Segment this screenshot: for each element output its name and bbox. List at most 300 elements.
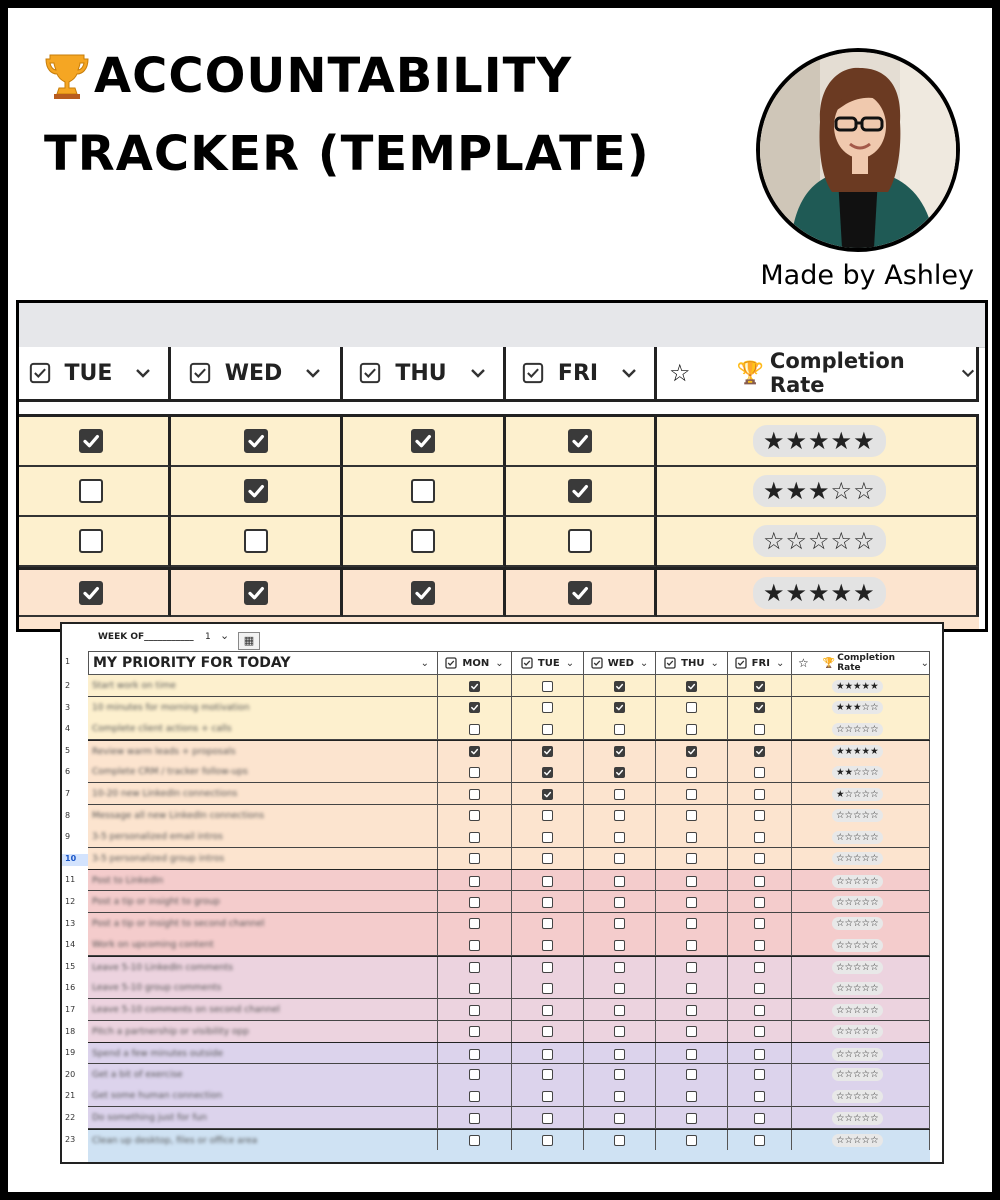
checkbox-cell xyxy=(438,805,512,827)
checkbox-cell xyxy=(512,1107,584,1129)
checkbox-cell xyxy=(438,741,512,763)
task-checkbox[interactable] xyxy=(469,876,480,887)
task-checkbox[interactable] xyxy=(542,681,553,692)
task-checkbox[interactable] xyxy=(542,1135,553,1146)
task-checkbox[interactable] xyxy=(542,1091,553,1102)
task-label: Message all new LinkedIn connections xyxy=(92,810,265,821)
task-checkbox[interactable] xyxy=(686,983,697,994)
column-header-thu[interactable] xyxy=(656,651,728,675)
checkbox-cell xyxy=(512,1043,584,1065)
checkbox-cell xyxy=(728,934,792,956)
checkbox-cell xyxy=(171,517,343,567)
task-checkbox[interactable] xyxy=(754,897,765,908)
chevron-down-icon[interactable]: ⌄ xyxy=(420,657,429,669)
checkbox-cell xyxy=(656,718,728,740)
task-label: Work on upcoming content xyxy=(92,940,214,951)
chevron-down-icon[interactable]: ⌄ xyxy=(495,657,504,669)
task-checkbox[interactable] xyxy=(686,1005,697,1016)
task-checkbox[interactable] xyxy=(686,724,697,735)
completion-rate-cell xyxy=(792,697,930,719)
column-header-fri[interactable] xyxy=(506,347,657,402)
task-checkbox[interactable] xyxy=(614,897,625,908)
task-checkbox[interactable] xyxy=(614,1113,625,1124)
checkbox-column-icon xyxy=(664,657,676,669)
checkbox-cell xyxy=(656,805,728,827)
task-checkbox[interactable] xyxy=(469,789,480,800)
task-cell[interactable] xyxy=(88,1130,438,1152)
task-checkbox[interactable] xyxy=(469,832,480,843)
completion-rate-cell xyxy=(792,848,930,870)
task-checkbox[interactable] xyxy=(542,832,553,843)
checkbox-cell xyxy=(16,567,171,617)
checkbox-cell xyxy=(343,517,506,567)
task-checkbox[interactable] xyxy=(614,1026,625,1037)
task-cell[interactable] xyxy=(88,1107,438,1129)
checkbox-cell xyxy=(171,467,343,517)
star-rating: ★☆☆☆☆ xyxy=(832,788,883,801)
row-number: 7 xyxy=(65,789,71,798)
task-checkbox[interactable] xyxy=(469,1091,480,1102)
row-number: 3 xyxy=(65,702,71,712)
task-checkbox[interactable] xyxy=(469,1069,480,1080)
task-checkbox[interactable] xyxy=(686,1091,697,1102)
checkbox-cell xyxy=(438,675,512,697)
task-checkbox[interactable] xyxy=(754,853,765,864)
task-checkbox[interactable] xyxy=(469,681,480,692)
task-cell[interactable] xyxy=(88,913,438,935)
column-header-wed[interactable] xyxy=(584,651,656,675)
completion-rate-cell xyxy=(792,1107,930,1129)
task-checkbox[interactable] xyxy=(614,832,625,843)
row-number: 1 xyxy=(65,657,71,666)
column-header-wed[interactable] xyxy=(171,347,343,402)
task-checkbox[interactable] xyxy=(686,810,697,821)
task-checkbox[interactable] xyxy=(614,962,625,973)
task-checkbox[interactable] xyxy=(754,810,765,821)
checkbox-cell xyxy=(438,761,512,783)
star-rating: ★★★★★ xyxy=(832,680,883,693)
table-row xyxy=(88,913,930,935)
task-checkbox[interactable] xyxy=(754,789,765,800)
task-checkbox[interactable] xyxy=(686,1113,697,1124)
task-checkbox[interactable] xyxy=(411,429,435,453)
task-checkbox[interactable] xyxy=(542,876,553,887)
checkbox-cell xyxy=(656,891,728,913)
task-checkbox[interactable] xyxy=(686,789,697,800)
task-checkbox[interactable] xyxy=(686,962,697,973)
task-cell[interactable] xyxy=(88,1064,438,1086)
task-checkbox[interactable] xyxy=(754,681,765,692)
checkbox-cell xyxy=(656,1085,728,1107)
checkbox-cell xyxy=(584,870,656,892)
task-checkbox[interactable] xyxy=(754,983,765,994)
task-checkbox[interactable] xyxy=(469,853,480,864)
task-checkbox[interactable] xyxy=(614,681,625,692)
task-label: Get some human connection xyxy=(92,1091,223,1102)
checkbox-cell xyxy=(584,1085,656,1107)
priority-column-header[interactable] xyxy=(88,651,438,675)
column-header-tue[interactable] xyxy=(512,651,584,675)
checkbox-cell xyxy=(506,467,657,517)
task-cell[interactable] xyxy=(88,783,438,805)
task-checkbox[interactable] xyxy=(469,918,480,929)
task-checkbox[interactable] xyxy=(542,789,553,800)
task-cell[interactable] xyxy=(88,870,438,892)
task-checkbox[interactable] xyxy=(469,702,480,713)
task-checkbox[interactable] xyxy=(686,876,697,887)
task-checkbox[interactable] xyxy=(754,876,765,887)
checkbox-cell xyxy=(656,957,728,979)
checkbox-cell xyxy=(584,761,656,783)
chevron-down-icon[interactable]: ⌄ xyxy=(565,657,575,669)
checkbox-cell xyxy=(656,826,728,848)
task-checkbox[interactable] xyxy=(79,529,103,553)
week-number[interactable]: 1 xyxy=(205,632,211,642)
task-cell[interactable] xyxy=(88,1043,438,1065)
task-checkbox[interactable] xyxy=(614,746,625,757)
task-checkbox[interactable] xyxy=(686,702,697,713)
task-checkbox[interactable] xyxy=(411,479,435,503)
checkbox-cell xyxy=(728,761,792,783)
completion-rate-cell xyxy=(792,934,930,956)
checkbox-cell xyxy=(438,999,512,1021)
checkbox-cell xyxy=(343,417,506,467)
column-header-completion-rate[interactable] xyxy=(657,347,979,402)
completion-rate-cell xyxy=(792,870,930,892)
chevron-down-icon[interactable]: ⌄ xyxy=(639,657,649,669)
checkbox-cell xyxy=(512,805,584,827)
task-checkbox[interactable] xyxy=(686,1049,697,1060)
star-rating: ★★★★★ xyxy=(753,425,886,457)
task-label: Get a bit of exercise xyxy=(92,1069,183,1080)
checkbox-cell xyxy=(512,675,584,697)
checkbox-cell xyxy=(728,913,792,935)
task-cell[interactable] xyxy=(88,697,438,719)
task-checkbox[interactable] xyxy=(686,1135,697,1146)
task-checkbox[interactable] xyxy=(542,1069,553,1080)
checkbox-cell xyxy=(728,697,792,719)
task-checkbox[interactable] xyxy=(79,429,103,453)
chevron-down-icon[interactable] xyxy=(134,367,152,379)
task-checkbox[interactable] xyxy=(469,746,480,757)
checkbox-cell xyxy=(656,1130,728,1152)
task-checkbox[interactable] xyxy=(411,529,435,553)
zoomed-tracker-preview xyxy=(16,300,988,632)
task-label: Do something just for fun xyxy=(92,1113,207,1123)
task-checkbox[interactable] xyxy=(686,853,697,864)
checkbox-column-icon xyxy=(189,362,211,384)
task-checkbox[interactable] xyxy=(542,940,553,951)
task-checkbox[interactable] xyxy=(542,918,553,929)
task-checkbox[interactable] xyxy=(686,681,697,692)
task-checkbox[interactable] xyxy=(568,479,592,503)
row-number: 10 xyxy=(62,854,88,866)
task-checkbox[interactable] xyxy=(754,832,765,843)
table-row xyxy=(88,826,930,848)
task-cell[interactable] xyxy=(88,934,438,956)
checkbox-cell xyxy=(584,957,656,979)
checkbox-cell xyxy=(728,891,792,913)
task-checkbox[interactable] xyxy=(686,746,697,757)
task-checkbox[interactable] xyxy=(686,832,697,843)
task-checkbox[interactable] xyxy=(79,479,103,503)
row-number: 22 xyxy=(65,1113,76,1122)
row-number: 18 xyxy=(65,1026,76,1036)
task-checkbox[interactable] xyxy=(754,1049,765,1060)
column-header-fri[interactable] xyxy=(728,651,792,675)
task-cell[interactable] xyxy=(88,891,438,913)
task-checkbox[interactable] xyxy=(469,962,480,973)
task-label: 3-5 personalized group intros xyxy=(92,853,225,864)
completion-rate-cell xyxy=(792,1064,930,1086)
task-cell[interactable] xyxy=(88,999,438,1021)
task-checkbox[interactable] xyxy=(614,918,625,929)
completion-rate-cell xyxy=(792,783,930,805)
spreadsheet-preview xyxy=(60,622,944,1164)
task-checkbox[interactable] xyxy=(686,1026,697,1037)
task-cell[interactable] xyxy=(88,741,438,763)
task-checkbox[interactable] xyxy=(614,940,625,951)
column-header-label: MON xyxy=(462,657,490,669)
checkbox-cell xyxy=(438,718,512,740)
task-checkbox[interactable] xyxy=(614,810,625,821)
task-checkbox[interactable] xyxy=(244,529,268,553)
checkbox-cell xyxy=(438,826,512,848)
star-rating: ☆☆☆☆☆ xyxy=(753,525,886,557)
task-checkbox[interactable] xyxy=(614,789,625,800)
checkbox-cell xyxy=(512,1130,584,1152)
task-checkbox[interactable] xyxy=(754,724,765,735)
task-checkbox[interactable] xyxy=(754,702,765,713)
panel-top-rule xyxy=(19,414,979,417)
task-checkbox[interactable] xyxy=(568,529,592,553)
chevron-down-icon[interactable]: ⌄ xyxy=(775,657,785,669)
checkbox-cell xyxy=(16,417,171,467)
checkbox-cell xyxy=(656,870,728,892)
task-cell[interactable] xyxy=(88,718,438,740)
checkbox-cell xyxy=(728,1107,792,1129)
task-label: Clean up desktop, files or office area xyxy=(92,1135,258,1146)
chevron-down-icon[interactable] xyxy=(620,367,638,379)
task-checkbox[interactable] xyxy=(411,581,435,605)
completion-rate-cell xyxy=(657,417,979,467)
task-cell[interactable] xyxy=(88,805,438,827)
checkbox-column-icon xyxy=(521,657,533,669)
checkbox-cell xyxy=(512,697,584,719)
task-checkbox[interactable] xyxy=(614,983,625,994)
table-row xyxy=(88,956,930,978)
completion-rate-cell xyxy=(792,761,930,783)
task-checkbox[interactable] xyxy=(542,767,553,778)
task-checkbox[interactable] xyxy=(686,940,697,951)
task-checkbox[interactable] xyxy=(542,1005,553,1016)
table-row xyxy=(88,1129,930,1151)
task-checkbox[interactable] xyxy=(542,1049,553,1060)
task-cell[interactable] xyxy=(88,675,438,697)
task-checkbox[interactable] xyxy=(614,767,625,778)
task-checkbox[interactable] xyxy=(469,1049,480,1060)
completion-rate-cell xyxy=(792,891,930,913)
checkbox-cell xyxy=(728,957,792,979)
task-checkbox[interactable] xyxy=(542,746,553,757)
column-header-label: WED xyxy=(224,360,283,386)
table-row xyxy=(88,977,930,999)
task-checkbox[interactable] xyxy=(686,897,697,908)
task-cell[interactable] xyxy=(88,1021,438,1043)
task-checkbox[interactable] xyxy=(244,429,268,453)
task-cell[interactable] xyxy=(88,826,438,848)
task-checkbox[interactable] xyxy=(754,1005,765,1016)
star-rating: ☆☆☆☆☆ xyxy=(832,1048,883,1061)
task-label: 10-20 new LinkedIn connections xyxy=(92,789,238,799)
task-checkbox[interactable] xyxy=(469,940,480,951)
task-checkbox[interactable] xyxy=(754,1113,765,1124)
week-bar xyxy=(62,624,942,650)
completion-rate-column-header[interactable] xyxy=(792,651,930,675)
avatar-photo xyxy=(760,52,956,248)
checkbox-cell xyxy=(438,977,512,999)
checkbox-cell xyxy=(584,697,656,719)
task-checkbox[interactable] xyxy=(568,429,592,453)
star-rating: ☆☆☆☆☆ xyxy=(832,852,883,865)
checkbox-cell xyxy=(728,999,792,1021)
task-checkbox[interactable] xyxy=(614,724,625,735)
checkbox-cell xyxy=(656,1064,728,1086)
checkbox-cell xyxy=(728,826,792,848)
completion-rate-cell xyxy=(792,718,930,740)
task-label: Leave 5-10 group comments xyxy=(92,983,222,994)
task-checkbox[interactable] xyxy=(754,1135,765,1146)
task-checkbox[interactable] xyxy=(614,1005,625,1016)
task-cell[interactable] xyxy=(88,957,438,979)
column-header-label: WED xyxy=(607,657,634,669)
task-checkbox[interactable] xyxy=(469,724,480,735)
task-checkbox[interactable] xyxy=(614,1069,625,1080)
task-checkbox[interactable] xyxy=(754,1091,765,1102)
task-checkbox[interactable] xyxy=(469,1113,480,1124)
checkbox-cell xyxy=(512,1064,584,1086)
task-checkbox[interactable] xyxy=(542,853,553,864)
table-row xyxy=(88,1085,930,1107)
task-checkbox[interactable] xyxy=(614,1049,625,1060)
checkbox-cell xyxy=(438,870,512,892)
task-cell[interactable] xyxy=(88,761,438,783)
task-checkbox[interactable] xyxy=(686,1069,697,1080)
chevron-down-icon[interactable]: ⌄ xyxy=(710,657,719,669)
task-checkbox[interactable] xyxy=(542,983,553,994)
column-header-tue[interactable] xyxy=(16,347,171,402)
checkbox-cell xyxy=(656,675,728,697)
task-checkbox[interactable] xyxy=(542,962,553,973)
task-cell[interactable] xyxy=(88,848,438,870)
task-checkbox[interactable] xyxy=(244,479,268,503)
task-checkbox[interactable] xyxy=(469,767,480,778)
star-rating: ☆☆☆☆☆ xyxy=(832,809,883,822)
chevron-down-icon[interactable]: ⌄ xyxy=(920,657,929,669)
checkbox-cell xyxy=(438,1064,512,1086)
task-checkbox[interactable] xyxy=(568,581,592,605)
task-checkbox[interactable] xyxy=(542,1026,553,1037)
task-checkbox[interactable] xyxy=(469,810,480,821)
task-checkbox[interactable] xyxy=(614,876,625,887)
column-header-label: Completion Rate xyxy=(837,653,895,673)
task-checkbox[interactable] xyxy=(754,962,765,973)
checkbox-cell xyxy=(512,783,584,805)
task-checkbox[interactable] xyxy=(686,767,697,778)
checkbox-column-icon xyxy=(735,657,747,669)
task-label: Pitch a partnership or visibility opp xyxy=(92,1026,249,1037)
promo-card xyxy=(8,8,992,1192)
task-checkbox[interactable] xyxy=(542,724,553,735)
table-row xyxy=(88,1064,930,1086)
checkbox-cell xyxy=(728,848,792,870)
task-checkbox[interactable] xyxy=(469,1135,480,1146)
task-cell[interactable] xyxy=(88,977,438,999)
checkbox-cell xyxy=(728,675,792,697)
task-checkbox[interactable] xyxy=(244,581,268,605)
column-header-thu[interactable] xyxy=(343,347,506,402)
completion-rate-cell xyxy=(792,826,930,848)
table-row xyxy=(88,718,930,740)
checkbox-cell xyxy=(584,999,656,1021)
checkbox-cell xyxy=(656,1021,728,1043)
column-header-label: Completion Rate xyxy=(769,349,905,397)
task-checkbox[interactable] xyxy=(686,918,697,929)
task-checkbox[interactable] xyxy=(754,1069,765,1080)
task-checkbox[interactable] xyxy=(614,702,625,713)
task-checkbox[interactable] xyxy=(469,1005,480,1016)
chevron-down-icon[interactable] xyxy=(960,367,976,379)
checkbox-cell xyxy=(343,467,506,517)
table-row xyxy=(88,1107,930,1129)
task-checkbox[interactable] xyxy=(542,1113,553,1124)
row-number: 16 xyxy=(65,983,76,993)
checkbox-cell xyxy=(656,761,728,783)
star-rating: ☆☆☆☆☆ xyxy=(832,1004,883,1017)
task-checkbox[interactable] xyxy=(614,853,625,864)
star-rating: ★★★★★ xyxy=(832,745,883,758)
checkbox-cell xyxy=(656,913,728,935)
task-checkbox[interactable] xyxy=(79,581,103,605)
task-label: Spend a few minutes outside xyxy=(92,1049,224,1060)
task-cell[interactable] xyxy=(88,1085,438,1107)
task-checkbox[interactable] xyxy=(469,1026,480,1037)
task-checkbox[interactable] xyxy=(469,897,480,908)
task-checkbox[interactable] xyxy=(542,810,553,821)
task-checkbox[interactable] xyxy=(542,897,553,908)
task-checkbox[interactable] xyxy=(542,702,553,713)
task-checkbox[interactable] xyxy=(614,1091,625,1102)
completion-rate-cell xyxy=(792,977,930,999)
table-row xyxy=(88,805,930,827)
task-checkbox[interactable] xyxy=(754,940,765,951)
task-checkbox[interactable] xyxy=(754,746,765,757)
star-rating: ☆☆☆☆☆ xyxy=(832,875,883,888)
row-number: 11 xyxy=(65,875,76,885)
task-checkbox[interactable] xyxy=(469,983,480,994)
chevron-down-icon[interactable] xyxy=(469,367,487,379)
checkbox-cell xyxy=(512,848,584,870)
task-checkbox[interactable] xyxy=(754,1026,765,1037)
column-header-mon[interactable] xyxy=(438,651,512,675)
task-checkbox[interactable] xyxy=(614,1135,625,1146)
calendar-grid-icon[interactable]: ▦ xyxy=(238,632,260,650)
checkbox-cell xyxy=(512,913,584,935)
chevron-down-icon[interactable] xyxy=(304,367,322,379)
task-checkbox[interactable] xyxy=(754,767,765,778)
task-checkbox[interactable] xyxy=(754,918,765,929)
week-dropdown-chevron-icon[interactable]: ⌄ xyxy=(220,629,230,642)
